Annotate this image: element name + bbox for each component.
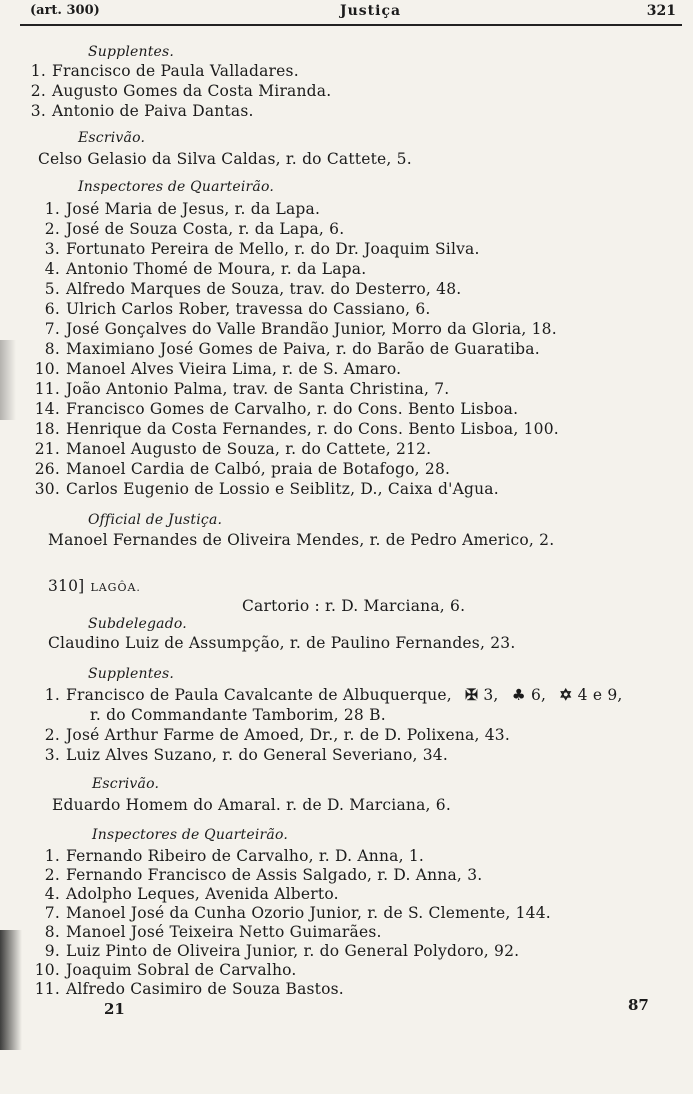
page-edge-smudge (0, 930, 22, 1050)
list-text: José Arthur Farme de Amoed, Dr., r. de D. Polixena, 43. (66, 726, 510, 744)
s1-escrivao-title: Escrivão. (78, 130, 146, 146)
list-text: Francisco de Paula Cavalcante de Albuquerque, (66, 686, 452, 704)
list-number: 9. (44, 942, 60, 960)
list-text: Adolpho Leques, Avenida Alberto. (66, 885, 339, 903)
list-text: Manoel José da Cunha Ozorio Junior, r. de S. Clemente, 144. (66, 904, 551, 922)
list-number: 10. (34, 360, 60, 378)
list-text: Manoel Alves Vieira Lima, r. de S. Amaro. (66, 360, 402, 378)
list-text: José Gonçalves do Valle Brandão Junior, Morro da Gloria, 18. (66, 320, 557, 338)
list-text: Luiz Pinto de Oliveira Junior, r. do General Polydoro, 92. (66, 942, 520, 960)
s2-subdelegado: Claudino Luiz de Assumpção, r. de Paulino Fernandes, 23. (48, 634, 516, 652)
list-number: 21. (34, 440, 60, 458)
s2-supplente-3 (30, 745, 448, 765)
header-title: Justiça (340, 3, 402, 19)
list-text: Henrique da Costa Fernandes, r. do Cons. Bento Lisboa, 100. (66, 420, 559, 438)
s1-inspector-6 (30, 299, 431, 319)
list-text: Carlos Eugenio de Lossio e Seiblitz, D., Caixa d'Agua. (66, 480, 499, 498)
list-text: Francisco de Paula Valladares. (52, 62, 299, 80)
s1-supplentes-title: Supplentes. (88, 44, 175, 60)
list-number: 26. (34, 460, 60, 478)
cross-order-value: 3, (483, 686, 499, 704)
s2-escrivao-title: Escrivão. (92, 776, 160, 792)
header-page-number: 321 (646, 3, 676, 19)
s1-inspector-2 (30, 219, 344, 239)
s1-inspectores-title: Inspectores de Quarteirão. (78, 179, 274, 195)
s1-inspector-14 (30, 399, 518, 419)
s2-inspector-8 (30, 922, 382, 942)
s2-inspector-9 (30, 941, 519, 961)
s1-inspector-7 (30, 319, 557, 339)
s2-inspector-11 (30, 979, 344, 999)
s1-official-title: Official de Justiça. (88, 512, 223, 528)
list-number: 10. (34, 961, 60, 979)
list-number: 2. (30, 82, 46, 100)
s1-official: Manoel Fernandes de Oliveira Mendes, r. de Pedro Americo, 2. (48, 531, 555, 549)
list-text: Ulrich Carlos Rober, travessa do Cassiano, 6. (66, 300, 431, 318)
list-number: 5. (44, 280, 60, 298)
list-number: 7. (44, 904, 60, 922)
list-number: 2. (44, 220, 60, 238)
s1-inspector-10 (30, 359, 401, 379)
s1-inspector-5 (30, 279, 461, 299)
s1-inspector-4 (30, 259, 366, 279)
list-text: João Antonio Palma, trav. de Santa Christina, 7. (66, 380, 450, 398)
footer-page-number: 87 (628, 996, 649, 1014)
s1-inspector-8 (30, 339, 540, 359)
s1-inspector-1 (30, 199, 320, 219)
list-number: 4. (44, 260, 60, 278)
s1-inspector-30 (30, 479, 499, 499)
s2-escrivao: Eduardo Homem do Amaral. r. de D. Marciana, 6. (52, 796, 451, 814)
footer-signature-number: 21 (104, 1000, 125, 1018)
star-order-icon: ✡ (559, 685, 573, 704)
s2-subdelegado-title: Subdelegado. (88, 616, 187, 632)
list-number: 11. (34, 980, 60, 998)
s2-inspector-10 (30, 960, 297, 980)
s2-inspector-2 (30, 865, 482, 885)
list-text: Augusto Gomes da Costa Miranda. (52, 82, 332, 100)
rose-order-icon: ♣ (511, 685, 526, 704)
s1-inspector-11 (30, 379, 449, 399)
list-number: 14. (34, 400, 60, 418)
list-text: Alfredo Casimiro de Souza Bastos. (66, 980, 344, 998)
list-number: 1. (30, 62, 46, 80)
star-order-value: 4 e 9, (577, 686, 623, 704)
list-text: Antonio Thomé de Moura, r. da Lapa. (66, 260, 367, 278)
s1-supplente-2 (16, 81, 331, 101)
list-number: 3. (44, 240, 60, 258)
s1-inspector-26 (30, 459, 450, 479)
list-text: Manoel José Teixeira Netto Guimarães. (66, 923, 382, 941)
list-number: 8. (44, 340, 60, 358)
s2-supplentes-title: Supplentes. (88, 666, 175, 682)
list-number: 4. (44, 885, 60, 903)
list-number: 2. (44, 726, 60, 744)
s1-supplente-3 (16, 101, 254, 121)
s2-supplente-1-continued: r. do Commandante Tamborim, 28 B. (90, 706, 386, 724)
list-text: José Maria de Jesus, r. da Lapa. (66, 200, 321, 218)
list-number: 1. (44, 200, 60, 218)
list-text: Alfredo Marques de Souza, trav. do Desterro, 48. (66, 280, 462, 298)
list-text: Luiz Alves Suzano, r. do General Severiano, 34. (66, 746, 448, 764)
list-text: Fortunato Pereira de Mello, r. do Dr. Joaquim Silva. (66, 240, 480, 258)
section-number: 310] (48, 577, 85, 595)
cross-order-icon: ✠ (465, 685, 479, 704)
section-name: LAGÔA. (90, 581, 141, 594)
list-number: 30. (34, 480, 60, 498)
list-text: Joaquim Sobral de Carvalho. (66, 961, 297, 979)
list-number: 11. (34, 380, 60, 398)
list-text: Fernando Ribeiro de Carvalho, r. D. Anna, 1. (66, 847, 425, 865)
s1-supplente-1 (16, 61, 299, 81)
s1-escrivao: Celso Gelasio da Silva Caldas, r. do Cattete, 5. (38, 150, 412, 168)
s2-inspector-1 (30, 846, 424, 866)
list-number: 1. (44, 847, 60, 865)
list-text: Antonio de Paiva Dantas. (52, 102, 254, 120)
list-number: 3. (30, 102, 46, 120)
s2-inspector-7 (30, 903, 551, 923)
page-header (20, 2, 682, 26)
page-edge-stain (0, 340, 16, 420)
list-number: 1. (44, 686, 60, 704)
s2-cartorio: Cartorio : r. D. Marciana, 6. (242, 597, 466, 615)
s1-inspector-3 (30, 239, 480, 259)
list-text: Francisco Gomes de Carvalho, r. do Cons. Bento Lisboa. (66, 400, 519, 418)
list-text: Manoel Augusto de Souza, r. do Cattete, 212. (66, 440, 432, 458)
s2-heading (48, 576, 141, 598)
header-article: (art. 300) (30, 3, 100, 18)
s2-supplente-2 (30, 725, 510, 745)
list-text: Maximiano José Gomes de Paiva, r. do Barão de Guaratiba. (66, 340, 540, 358)
list-number: 8. (44, 923, 60, 941)
rose-order-value: 6, (530, 686, 547, 704)
list-number: 2. (44, 866, 60, 884)
list-text: José de Souza Costa, r. da Lapa, 6. (66, 220, 345, 238)
s2-inspector-4 (30, 884, 339, 904)
list-text: Manoel Cardia de Calbó, praia de Botafogo, 28. (66, 460, 451, 478)
list-text: Fernando Francisco de Assis Salgado, r. D. Anna, 3. (66, 866, 483, 884)
list-number: 18. (34, 420, 60, 438)
s1-inspector-21 (30, 439, 431, 459)
list-number: 3. (44, 746, 60, 764)
s1-inspector-18 (30, 419, 559, 439)
s2-supplente-1 (30, 685, 623, 705)
list-number: 6. (44, 300, 60, 318)
list-number: 7. (44, 320, 60, 338)
s2-inspectores-title: Inspectores de Quarteirão. (92, 827, 288, 843)
